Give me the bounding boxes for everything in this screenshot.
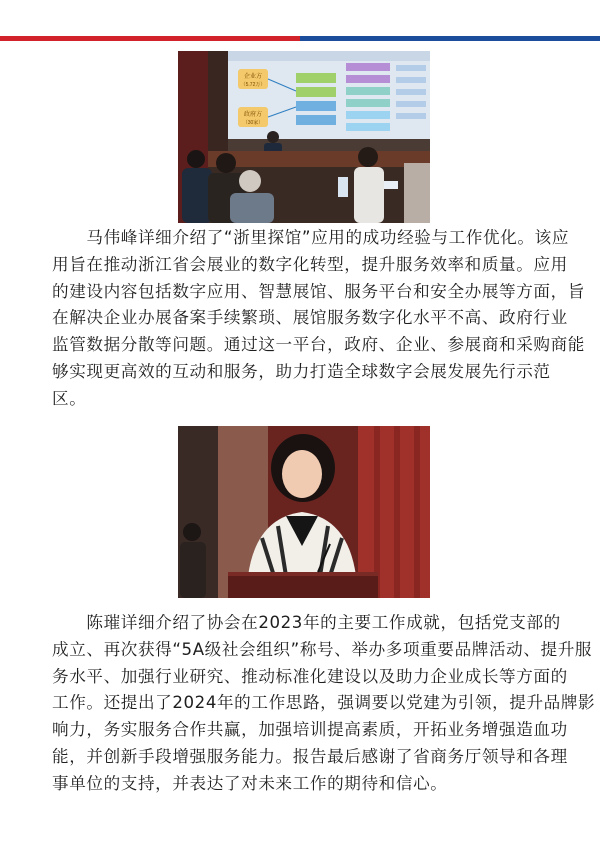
text-line: 监管数据分散等问题。通过这一平台，政府、企业、参展商和采购商能	[52, 335, 586, 355]
speaker-photo	[178, 426, 430, 598]
text-line: 能，并创新手段增强服务能力。报告最后感谢了省商务厅领导和各理	[52, 746, 568, 766]
paragraph-chen-cui	[52, 610, 596, 798]
text-line: 工作。还提出了2024年的工作思路，强调要以党建为引领，提升品牌影	[52, 693, 596, 713]
text-line: 够实现更高效的互动和服务，助力打造全球数字会展发展先行示范	[52, 361, 551, 381]
screen-label-3: 政府方	[243, 112, 263, 118]
text-line: 区。	[52, 388, 87, 408]
text-line: 在解决企业办展备案手续繁琐、展馆服务数字化水平不高、政府行业	[52, 308, 568, 328]
conference-photo	[178, 51, 430, 223]
conference-photo-scene	[178, 51, 430, 223]
text-line: 用旨在推动浙江省会展业的数字化转型，提升服务效率和质量。应用	[52, 254, 568, 274]
paragraph-ma-weifeng	[52, 225, 586, 413]
text-line: 事单位的支持，并表达了对未来工作的期待和信心。	[52, 773, 448, 793]
screen-label-2: （5.72万）	[240, 82, 266, 88]
text-line: 马伟峰详细介绍了“浙里探馆”应用的成功经验与工作优化。该应	[52, 228, 570, 247]
screen-label-4: （30家）	[242, 120, 264, 126]
screen-label-1: 企业方	[243, 74, 263, 80]
header-bar-blue	[300, 36, 600, 41]
header-color-bar	[0, 36, 600, 41]
text-line: 务水平、加强行业研究、推动标准化建设以及助力企业成长等方面的	[52, 666, 568, 686]
text-line: 响力，务实服务合作共赢，加强培训提高素质，开拓业务增强造血功	[52, 720, 568, 740]
text-line: 的建设内容包括数字应用、智慧展馆、服务平台和安全办展等方面，旨	[52, 281, 586, 301]
text-line: 成立、再次获得“5A级社会组织”称号、举办多项重要品牌活动、提升服	[52, 639, 593, 659]
speaker-photo-scene	[178, 426, 430, 598]
header-bar-red	[0, 36, 300, 41]
text-line: 陈璀详细介绍了协会在2023年的主要工作成就，包括党支部的	[52, 613, 561, 632]
